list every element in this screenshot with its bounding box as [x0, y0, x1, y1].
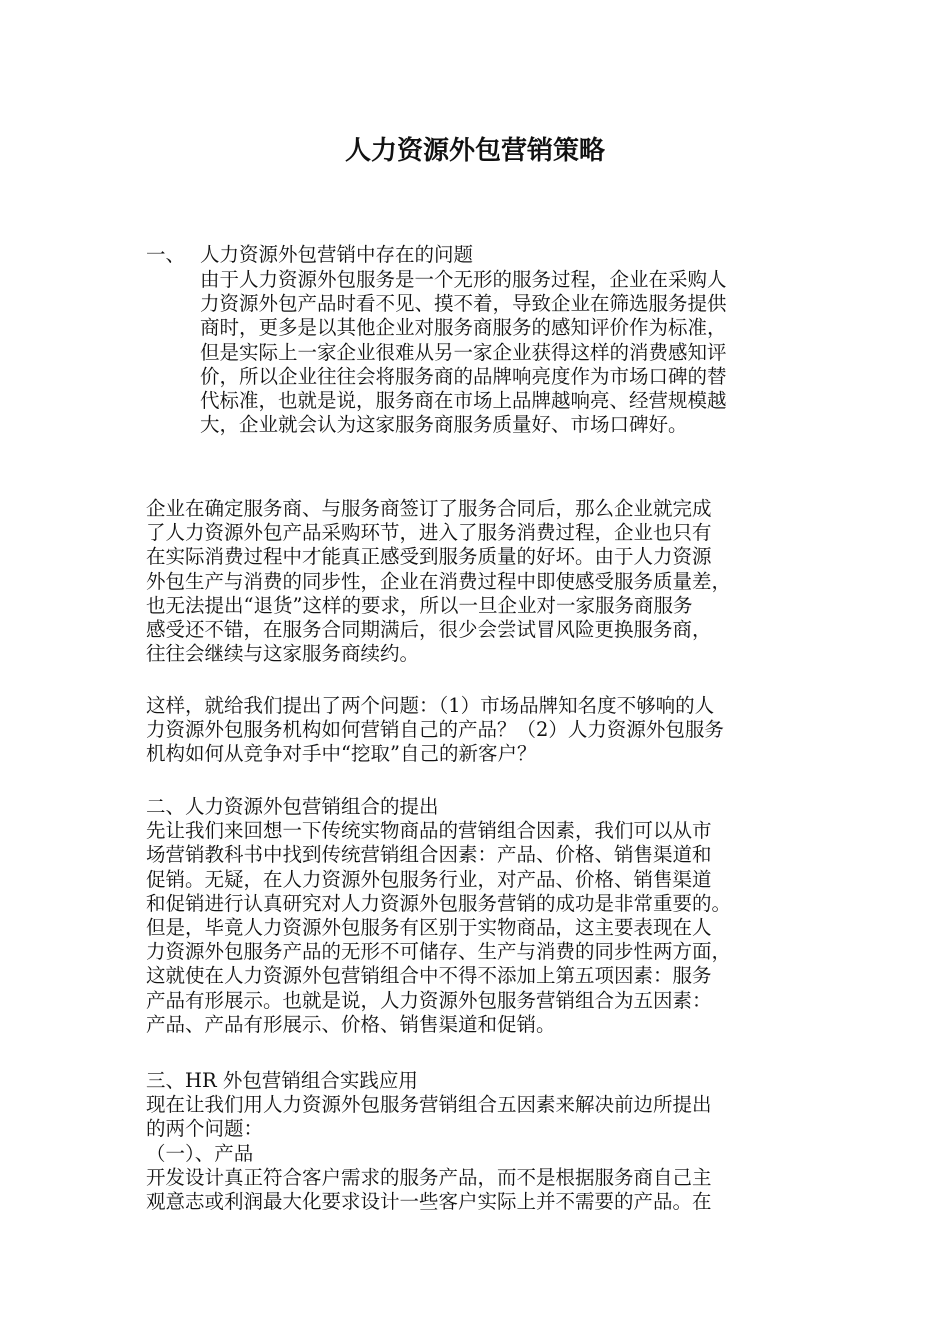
section-2-heading: 二、人力资源外包营销组合的提出	[146, 795, 439, 818]
text-line: 但是实际上一家企业很难从另一家企业获得这样的消费感知评	[200, 340, 727, 364]
text-line: 力资源外包服务机构如何营销自己的产品？（2）人力资源外包服务	[146, 718, 724, 742]
paragraph-3	[146, 694, 724, 767]
text-line: 了人力资源外包产品采购环节，进入了服务消费过程，企业也只有	[146, 521, 712, 545]
text-line: 现在让我们用人力资源外包服务营销组合五因素来解决前边所提出	[146, 1093, 712, 1117]
section-1-heading: 人力资源外包营销中存在的问题	[200, 243, 474, 266]
section-3-heading: 三、HR 外包营销组合实践应用	[146, 1069, 418, 1092]
section-3	[146, 1069, 712, 1214]
text-line: 在实际消费过程中才能真正感受到服务质量的好坏。由于人力资源	[146, 545, 712, 569]
text-line: 由于人力资源外包服务是一个无形的服务过程，企业在采购人	[200, 268, 727, 291]
text-line: 代标准，也就是说，服务商在市场上品牌越响亮、经营规模越	[200, 389, 727, 413]
text-line: 观意志或利润最大化要求设计一些客户实际上并不需要的产品。在	[146, 1190, 712, 1214]
text-line: 力资源外包服务产品的无形不可储存、生产与消费的同步性两方面，	[146, 940, 732, 964]
text-line: 这样，就给我们提出了两个问题：（1）市场品牌知名度不够响的人	[146, 694, 715, 717]
text-line: 开发设计真正符合客户需求的服务产品，而不是根据服务商自己主	[146, 1165, 712, 1189]
text-line: 往往会继续与这家服务商续约。	[146, 642, 420, 666]
text-line: 大，企业就会认为这家服务商服务质量好、市场口碑好。	[200, 413, 688, 437]
text-line: 促销。无疑，在人力资源外包服务行业，对产品、价格、销售渠道	[146, 867, 712, 891]
text-line: 机构如何从竞争对手中“挖取”自己的新客户？	[146, 742, 537, 766]
section-1-body	[200, 268, 727, 437]
document-title: 人力资源外包营销策略	[344, 136, 605, 166]
text-line: 商时，更多是以其他企业对服务商服务的感知评价作为标准，	[200, 316, 727, 340]
text-line: 先让我们来回想一下传统实物商品的营销组合因素，我们可以从市	[146, 819, 712, 843]
paragraph-2	[146, 497, 731, 666]
subsection-heading: （一）、产品	[146, 1141, 254, 1165]
section-2	[146, 795, 731, 1037]
text-line: 企业在确定服务商、与服务商签订了服务合同后，那么企业就完成	[146, 497, 712, 520]
text-line: 场营销教科书中找到传统营销组合因素：产品、价格、销售渠道和	[146, 843, 712, 867]
text-line: 的两个问题：	[146, 1117, 264, 1141]
text-line: 产品有形展示。也就是说，人力资源外包服务营销组合为五因素：	[146, 988, 712, 1012]
text-line: 也无法提出“退货”这样的要求，所以一旦企业对一家服务商服务	[146, 593, 693, 617]
text-line: 产品、产品有形展示、价格、销售渠道和促销。	[146, 1012, 556, 1036]
text-line: 感受还不错，在服务合同期满后，很少会尝试冒风险更换服务商，	[146, 618, 712, 642]
text-line: 这就使在人力资源外包营销组合中不得不添加上第五项因素：服务	[146, 964, 712, 988]
text-line: 价，所以企业往往会将服务商的品牌响亮度作为市场口碑的替	[200, 364, 727, 388]
text-line: 但是，毕竟人力资源外包服务有区别于实物商品，这主要表现在人	[146, 916, 712, 940]
text-line: 外包生产与消费的同步性，企业在消费过程中即使感受服务质量差，	[146, 569, 732, 593]
text-line: 力资源外包产品时看不见、摸不着，导致企业在筛选服务提供	[200, 292, 727, 316]
text-line: 和促销进行认真研究对人力资源外包服务营销的成功是非常重要的。	[146, 891, 732, 915]
section-1-number: 一、	[146, 243, 186, 266]
